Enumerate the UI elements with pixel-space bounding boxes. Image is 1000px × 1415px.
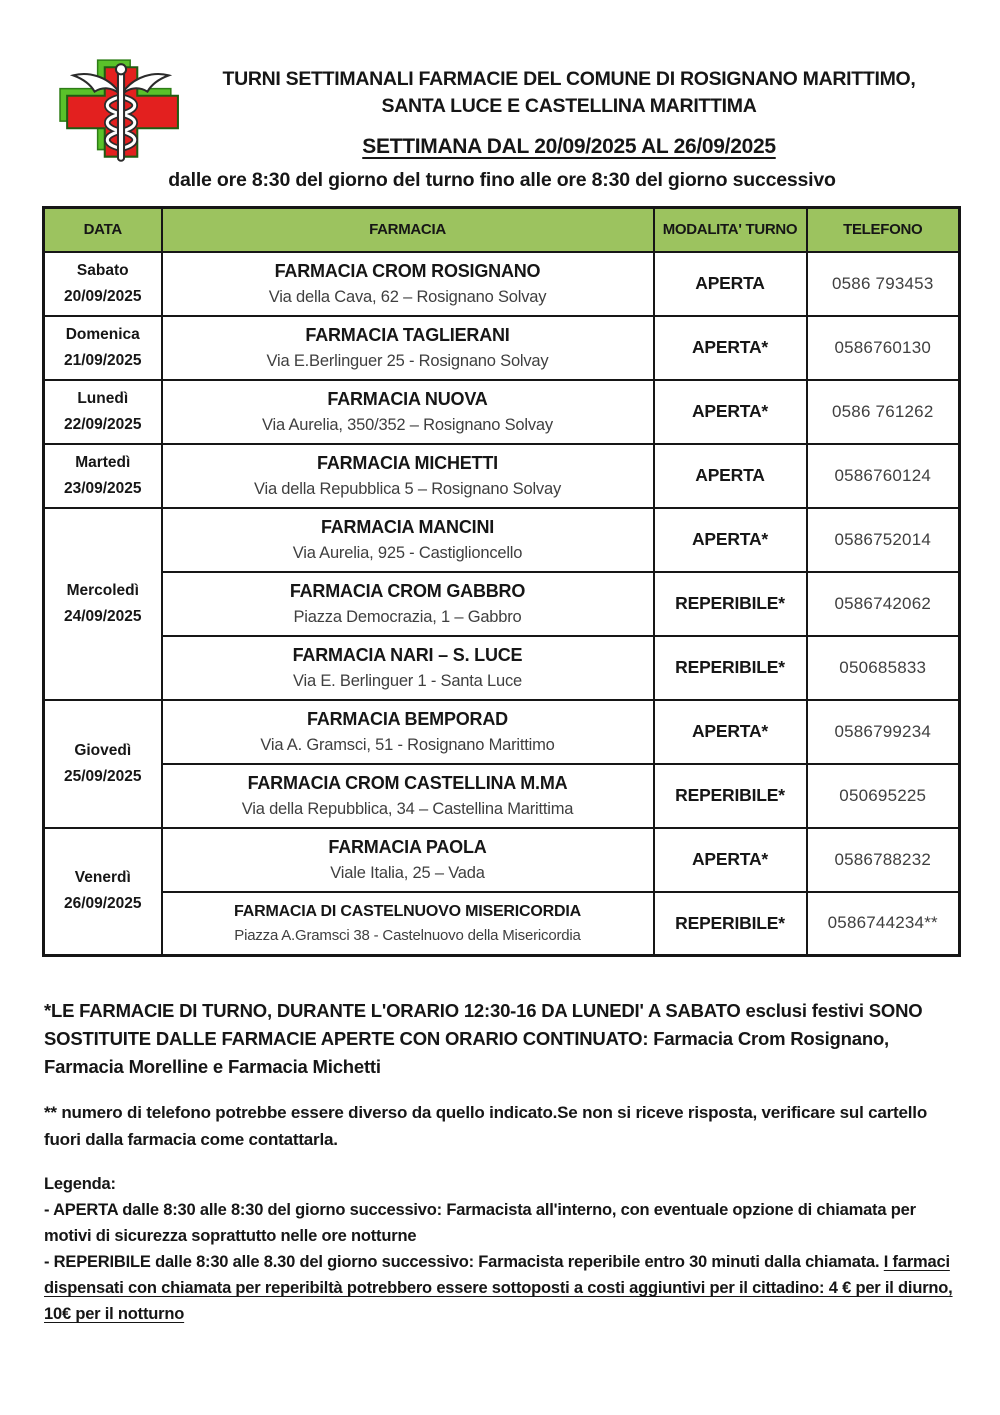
table-row bbox=[44, 636, 960, 700]
day-name: Giovedì bbox=[74, 741, 132, 759]
day-cell bbox=[44, 252, 162, 316]
table-row bbox=[44, 508, 960, 572]
turno-status: REPERIBILE* bbox=[654, 636, 807, 700]
pharmacy-schedule-table bbox=[42, 206, 961, 957]
table-row bbox=[44, 252, 960, 316]
phone-number: 0586 761262 bbox=[807, 380, 960, 444]
phone-number: 0586742062 bbox=[807, 572, 960, 636]
day-cell bbox=[44, 444, 162, 508]
footnotes-section bbox=[44, 997, 958, 1327]
schedule-subtitle: dalle ore 8:30 del giorno del turno fino alle ore 8:30 del giorno successivo bbox=[168, 169, 836, 191]
table-row bbox=[44, 828, 960, 892]
legend-aperta-line: - APERTA dalle 8:30 alle 8:30 del giorno successivo: Farmacista all'interno, con eventuale opzione di chiamata per motivi di sicurezza soprattutto nelle ore notturne bbox=[44, 1201, 916, 1245]
phone-number: 0586799234 bbox=[807, 700, 960, 764]
pharmacy-address: Via E.Berlinguer 25 - Rosignano Solvay bbox=[266, 351, 549, 370]
col-header-telefono: TELEFONO bbox=[807, 208, 960, 252]
legend-reperibile-underlined: I farmaci dispensati con chiamata per reperibiltà potrebbero essere sottoposti a costi aggiuntivi per il cittadino: 4 € per il diurno, 10€ per il notturno bbox=[44, 1253, 953, 1323]
footnote-double-asterisk: ** numero di telefono potrebbe essere diverso da quello indicato.Se non si riceve risposta, verificare sul cartello fuori dalla farmacia come contattarla. bbox=[44, 1103, 928, 1149]
day-date: 25/09/2025 bbox=[63, 767, 142, 785]
day-date: 21/09/2025 bbox=[63, 351, 142, 369]
turno-status: REPERIBILE* bbox=[654, 764, 807, 828]
turno-status: REPERIBILE* bbox=[654, 572, 807, 636]
pharmacy-address: Via della Repubblica, 34 – Castellina Marittima bbox=[241, 799, 574, 818]
legend-section bbox=[44, 1171, 958, 1327]
table-row bbox=[44, 316, 960, 380]
day-name: Venerdì bbox=[74, 869, 131, 887]
day-cell bbox=[44, 508, 162, 700]
day-date: 23/09/2025 bbox=[63, 479, 142, 497]
table-row bbox=[44, 572, 960, 636]
day-date: 22/09/2025 bbox=[63, 415, 142, 433]
col-header-modalita: MODALITA' TURNO bbox=[654, 208, 807, 252]
pharmacy-address: Via Aurelia, 350/352 – Rosignano Solvay bbox=[262, 415, 553, 434]
turno-status: APERTA* bbox=[654, 316, 807, 380]
legend-title: Legenda: bbox=[44, 1175, 116, 1193]
pharmacy-address: Via della Repubblica 5 – Rosignano Solvay bbox=[253, 479, 562, 498]
table-row bbox=[44, 892, 960, 956]
table-row bbox=[44, 700, 960, 764]
pharmacy-name: FARMACIA CROM CASTELLINA M.MA bbox=[247, 772, 568, 793]
day-name: Mercoledì bbox=[66, 581, 139, 599]
turno-status: APERTA* bbox=[654, 700, 807, 764]
day-date: 24/09/2025 bbox=[63, 607, 142, 625]
footnote-asterisk: *LE FARMACIE DI TURNO, DURANTE L'ORARIO 12:30-16 DA LUNEDI' A SABATO esclusi festivi SONO SOSTITUITE DALLE FARMACIE APERTE CON ORARIO CONTINUATO: Farmacia Crom Rosignano, Farmacia Morelline e Farmacia Michetti bbox=[44, 1000, 923, 1077]
pharmacy-address: Piazza A.Gramsci 38 - Castelnuovo della Misericordia bbox=[234, 926, 581, 944]
phone-number: 0586760130 bbox=[807, 316, 960, 380]
table-header-row bbox=[44, 208, 960, 252]
table-row bbox=[44, 444, 960, 508]
pharmacy-name: FARMACIA NUOVA bbox=[327, 388, 488, 409]
pharmacy-name: FARMACIA BEMPORAD bbox=[307, 708, 508, 729]
legend-reperibile-line bbox=[44, 1249, 958, 1327]
day-date: 20/09/2025 bbox=[63, 287, 142, 305]
pharmacy-name: FARMACIA MICHETTI bbox=[317, 452, 498, 473]
phone-number: 0586744234** bbox=[807, 892, 960, 956]
col-header-farmacia: FARMACIA bbox=[162, 208, 654, 252]
table-row bbox=[44, 380, 960, 444]
day-name: Martedì bbox=[75, 453, 131, 471]
phone-number: 0586752014 bbox=[807, 508, 960, 572]
col-header-data: DATA bbox=[44, 208, 162, 252]
day-name: Domenica bbox=[65, 325, 140, 343]
pharmacy-address: Via Aurelia, 925 - Castiglioncello bbox=[292, 543, 523, 562]
pharmacy-name: FARMACIA CROM ROSIGNANO bbox=[274, 260, 541, 281]
pharmacy-address: Piazza Democrazia, 1 – Gabbro bbox=[293, 607, 522, 626]
turno-status: APERTA* bbox=[654, 828, 807, 892]
pharmacy-name: FARMACIA DI CASTELNUOVO MISERICORDIA bbox=[234, 902, 581, 920]
turno-status: REPERIBILE* bbox=[654, 892, 807, 956]
pharmacy-address: Via della Cava, 62 – Rosignano Solvay bbox=[268, 287, 547, 306]
pharmacy-cross-caduceus-icon bbox=[58, 58, 182, 170]
turno-status: APERTA* bbox=[654, 380, 807, 444]
pharmacy-address: Via A. Gramsci, 51 - Rosignano Marittimo bbox=[260, 735, 555, 754]
pharmacy-address: Viale Italia, 25 – Vada bbox=[330, 863, 485, 882]
legend-reperibile-text: - REPERIBILE dalle 8:30 alle 8.30 del giorno successivo: Farmacista reperibile entro 30 minuti dalla chiamata. bbox=[44, 1253, 884, 1271]
day-cell bbox=[44, 380, 162, 444]
title-line-2: SANTA LUCE E CASTELLINA MARITTIMA bbox=[381, 95, 757, 117]
day-name: Sabato bbox=[76, 261, 129, 279]
pharmacy-address: Via E. Berlinguer 1 - Santa Luce bbox=[292, 671, 523, 690]
day-cell bbox=[44, 700, 162, 828]
pharmacy-name: FARMACIA MANCINI bbox=[320, 516, 495, 537]
day-date: 26/09/2025 bbox=[63, 895, 142, 913]
table-row bbox=[44, 764, 960, 828]
phone-number: 0586788232 bbox=[807, 828, 960, 892]
phone-number: 0586760124 bbox=[807, 444, 960, 508]
phone-number: 050685833 bbox=[807, 636, 960, 700]
pharmacy-name: FARMACIA CROM GABBRO bbox=[289, 580, 526, 601]
week-range: SETTIMANA DAL 20/09/2025 AL 26/09/2025 bbox=[362, 135, 776, 158]
turno-status: APERTA bbox=[654, 444, 807, 508]
title-line-1: TURNI SETTIMANALI FARMACIE DEL COMUNE DI ROSIGNANO MARITTIMO, bbox=[222, 68, 916, 90]
turno-status: APERTA* bbox=[654, 508, 807, 572]
pharmacy-name: FARMACIA NARI – S. LUCE bbox=[292, 644, 523, 665]
phone-number: 0586 793453 bbox=[807, 252, 960, 316]
pharmacy-name: FARMACIA PAOLA bbox=[328, 836, 487, 857]
phone-number: 050695225 bbox=[807, 764, 960, 828]
day-name: Lunedì bbox=[77, 389, 129, 407]
day-cell bbox=[44, 316, 162, 380]
pharmacy-name: FARMACIA TAGLIERANI bbox=[305, 324, 510, 345]
day-cell bbox=[44, 828, 162, 956]
document-header bbox=[188, 66, 950, 159]
turno-status: APERTA bbox=[654, 252, 807, 316]
